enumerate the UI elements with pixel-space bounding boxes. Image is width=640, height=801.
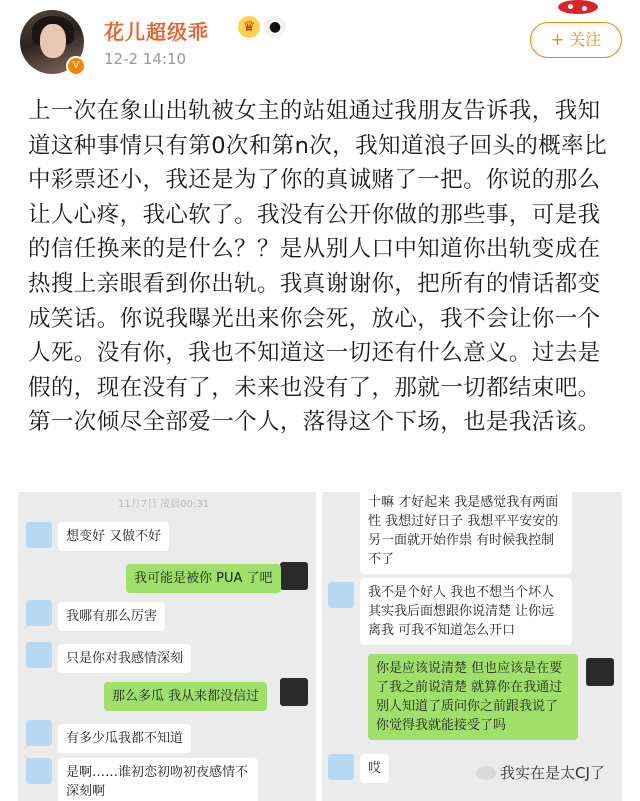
- chat-message: 我哪有那么厉害: [58, 602, 165, 631]
- minnie-bow-decoration: [544, 0, 614, 18]
- contact-avatar: [328, 754, 354, 780]
- self-avatar: [586, 658, 614, 686]
- self-avatar: [280, 562, 308, 590]
- wechat-icon: [476, 766, 496, 780]
- follow-button[interactable]: + 关注: [530, 22, 622, 58]
- contact-avatar: [26, 600, 52, 626]
- chat-message: 只是你对我感情深刻: [58, 644, 191, 673]
- chat-message: 那么多瓜 我从来都没信过: [104, 682, 267, 711]
- panda-icon: ●: [264, 16, 286, 38]
- post-header: [0, 0, 640, 90]
- post-text: 上一次在象山出轨被女主的站姐通过我朋友告诉我，我知道这种事情只有第0次和第n次，我知道浪子回头的概率比中彩票还小，我还是为了你的真诚赌了一把。你说的那么让人心疼，我心软了。我没有公开你做的那些事，可是我的信任换来的是什么？？是从别人口中知道你出轨变成在热搜上亲眼看到你出轨。我真谢谢你，把所有的情话都变成笑话。你说我曝光出来你会死，放心，我不会让你一个人死。没有你，我也不知道这一切还有什么意义。过去是假的，现在没有了，未来也没有了，那就一切都结束吧。第一次倾尽全部爱一个人，落得这个下场，也是我活该。: [28, 98, 607, 436]
- chat-message: 哎: [360, 754, 389, 783]
- watermark-text: 我实在是太CJ了: [500, 764, 605, 782]
- contact-avatar: [26, 758, 52, 784]
- post-timestamp: 12-2 14:10: [104, 50, 187, 68]
- contact-avatar: [26, 720, 52, 746]
- chat-screenshot-right[interactable]: [322, 492, 622, 801]
- chat-message: 我可能是被你 PUA 了吧: [126, 564, 281, 593]
- chat-message: 想变好 又做不好: [58, 522, 169, 551]
- chat-timestamp: 11月7日 凌晨00:31: [118, 499, 210, 510]
- user-badges: [238, 16, 286, 38]
- chat-screenshot-left[interactable]: [18, 492, 316, 801]
- contact-avatar: [26, 642, 52, 668]
- crown-icon: ♛: [238, 16, 260, 38]
- avatar[interactable]: [20, 10, 90, 80]
- vip-badge-icon: V: [66, 56, 86, 76]
- chat-message: 是啊……谁初恋初吻初夜感情不深刻啊: [58, 758, 258, 801]
- contact-avatar: [328, 582, 354, 608]
- chat-screenshots[interactable]: [18, 492, 622, 801]
- chat-message: 你是应该说清楚 但也应该是在要了我之前说清楚 就算你在我通过别人知道了质问你之前跟我说了 你觉得我就能接受了吗: [368, 654, 578, 740]
- chat-message: 我不是个好人 我也不想当个坏人 其实我后面想跟你说清楚 让你远离我 可我不知道怎么开口: [360, 578, 572, 645]
- chat-message: 十嘛 才好起来 我是感觉我有两面性 我想过好日子 我想平平安安的另一面就开始作祟 有时候我控制不了: [360, 492, 572, 574]
- username[interactable]: 花儿超级乖: [104, 20, 209, 44]
- contact-avatar: [26, 522, 52, 548]
- self-avatar: [280, 678, 308, 706]
- chat-message: 有多少瓜我都不知道: [58, 724, 191, 753]
- watermark: [476, 762, 605, 783]
